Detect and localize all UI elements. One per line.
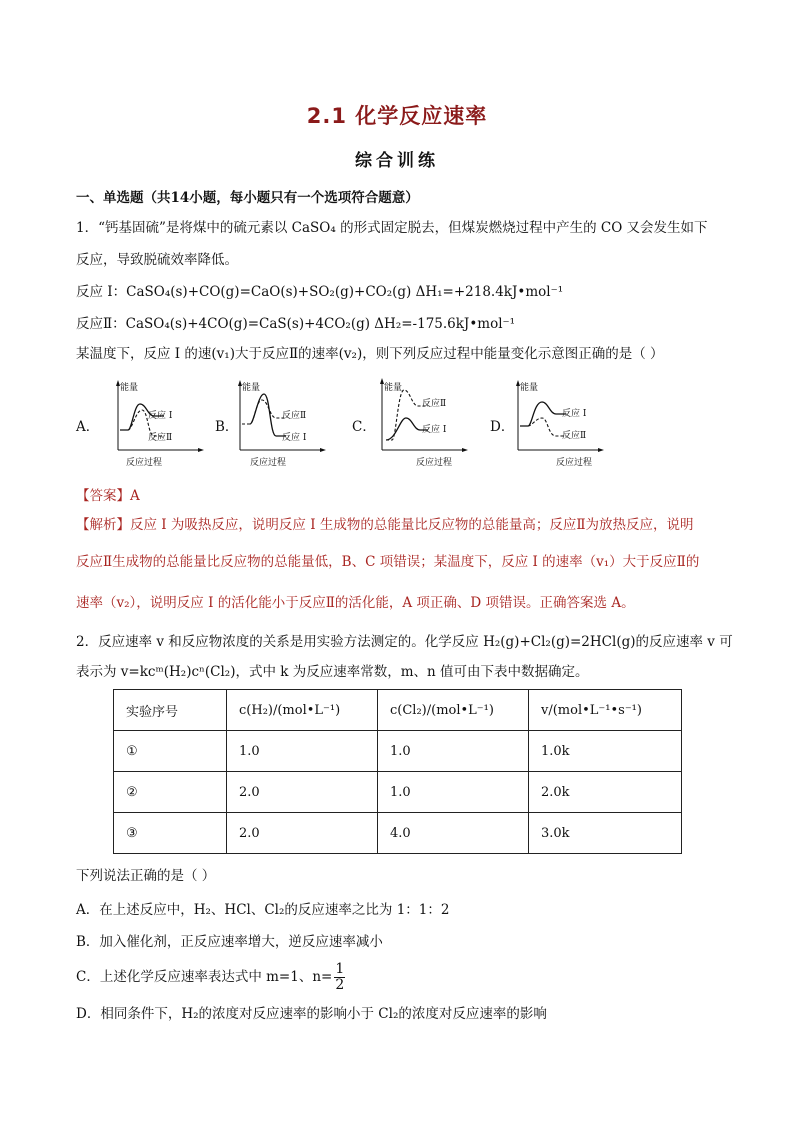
table-cell: 1.0k (529, 731, 682, 772)
q2-text-line2: 表示为 v=kcᵐ(H₂)cⁿ(Cl₂)，式中 k 为反应速率常数，m、n 值可由下表中数据确定。 (76, 664, 589, 680)
table-cell: 2.0k (529, 772, 682, 813)
curve-lower-solid (250, 394, 286, 436)
table-cell: ① (114, 731, 227, 772)
table-cell: 2.0 (227, 772, 378, 813)
q2-text-line1: 2．反应速率 v 和反应物浓度的关系是用实验方法测定的。化学反应 H₂(g)+Cl₂(g)=2HCl(g)的反应速率 v 可 (76, 634, 733, 650)
fraction-denominator: 2 (335, 977, 345, 993)
option-a-label-lower: 反应Ⅱ (148, 433, 173, 443)
q2-data-table (113, 689, 682, 854)
fraction-numerator: 1 (335, 961, 345, 977)
table-cell: 3.0k (529, 813, 682, 854)
x-axis-arrow (462, 448, 468, 452)
option-d-label-upper: 反应 I (562, 409, 587, 419)
option-a-label-upper: 反应 I (148, 411, 173, 421)
option-c-axis-y: 能量 (384, 383, 403, 393)
table-cell: 1.0 (227, 731, 378, 772)
table-header-cell: c(Cl₂)/(mol•L⁻¹) (378, 690, 529, 731)
table-cell: ② (114, 772, 227, 813)
option-b-label-lower: 反应 I (282, 433, 307, 443)
table-row (114, 813, 682, 854)
q2-option-b: B．加入催化剂，正反应速率增大，逆反应速率减小 (76, 934, 383, 950)
option-b-label-upper: 反应Ⅱ (282, 411, 307, 421)
option-c-label-lower: 反应 I (422, 425, 447, 435)
table-cell: 4.0 (378, 813, 529, 854)
fraction-one-half (334, 962, 345, 993)
q1-reaction-1: 反应 I：CaSO₄(s)+CO(g)=CaO(s)+SO₂(g)+CO₂(g) ΔH₁=+218.4kJ•mol⁻¹ (76, 284, 564, 300)
table-header-cell: c(H₂)/(mol•L⁻¹) (227, 690, 378, 731)
table-cell: 2.0 (227, 813, 378, 854)
x-axis-arrow (198, 448, 204, 452)
option-a-axis-y: 能量 (120, 383, 139, 393)
section-heading: 一、单选题（共14小题，每小题只有一个选项符合题意） (76, 190, 419, 206)
option-c-label-upper: 反应Ⅱ (422, 399, 447, 409)
x-axis-arrow (320, 448, 326, 452)
table-header-row (114, 690, 682, 731)
curve-upper-dashed (242, 400, 286, 424)
option-b-letter: B． (215, 419, 239, 435)
table-header-cell: 实验序号 (114, 690, 227, 731)
table-row (114, 772, 682, 813)
q1-explanation-line3: 速率（v₂），说明反应 I 的活化能小于反应Ⅱ的活化能，A 项正确、D 项错误。正确答案选 A。 (76, 595, 635, 611)
option-d-label-lower: 反应Ⅱ (562, 431, 587, 441)
page-title: 2.1 化学反应速率 (306, 104, 488, 128)
q1-stem: 某温度下，反应 I 的速(v₁)大于反应Ⅱ的速率(v₂)，则下列反应过程中能量变化示意图正确的是（ ） (76, 346, 664, 362)
table-cell: ③ (114, 813, 227, 854)
table-cell: 1.0 (378, 731, 529, 772)
option-c-letter: C． (352, 419, 376, 435)
q1-reaction-2: 反应Ⅱ：CaSO₄(s)+4CO(g)=CaS(s)+4CO₂(g) ΔH₂=-175.6kJ•mol⁻¹ (76, 316, 516, 332)
q1-text-line2: 反应，导致脱硫效率降低。 (76, 252, 238, 268)
option-d-letter: D． (490, 419, 515, 435)
q1-answer: 【答案】A (76, 488, 140, 504)
table-header-cell: v/(mol•L⁻¹•s⁻¹) (529, 690, 682, 731)
option-d-axis-x: 反应过程 (556, 458, 593, 468)
q2-option-d: D．相同条件下，H₂的浓度对反应速率的影响小于 Cl₂的浓度对反应速率的影响 (76, 1006, 547, 1022)
q2-option-c-text: C．上述化学反应速率表达式中 m=1、n= (76, 969, 333, 985)
q2-option-c (76, 962, 345, 993)
option-d-axis-y: 能量 (520, 383, 539, 393)
page-subtitle: 综合训练 (355, 151, 439, 171)
table-row (114, 731, 682, 772)
q1-explanation-line2: 反应Ⅱ生成物的总能量比反应物的总能量低，B、C 项错误；某温度下，反应 I 的速率（v₁）大于反应Ⅱ的 (76, 554, 700, 570)
option-c-axis-x: 反应过程 (416, 458, 453, 468)
option-a-letter: A． (76, 419, 100, 435)
option-b-axis-x: 反应过程 (250, 458, 287, 468)
q2-option-a: A．在上述反应中，H₂、HCl、Cl₂的反应速率之比为 1：1：2 (76, 902, 450, 918)
q1-text-line1: 1．“钙基固硫”是将煤中的硫元素以 CaSO₄ 的形式固定脱去，但煤炭燃烧过程中产生的 CO 又会发生如下 (76, 220, 708, 236)
table-cell: 1.0 (378, 772, 529, 813)
option-b-axis-y: 能量 (242, 383, 261, 393)
curve-lower-dashed (528, 418, 566, 436)
option-a-axis-x: 反应过程 (126, 458, 163, 468)
x-axis-arrow (598, 448, 604, 452)
q1-explanation-line1: 【解析】反应 I 为吸热反应，说明反应 I 生成物的总能量比反应物的总能量高；反应Ⅱ为放热反应，说明 (76, 517, 694, 533)
q2-stem: 下列说法正确的是（ ） (76, 868, 216, 884)
curve-upper-solid (520, 402, 566, 426)
